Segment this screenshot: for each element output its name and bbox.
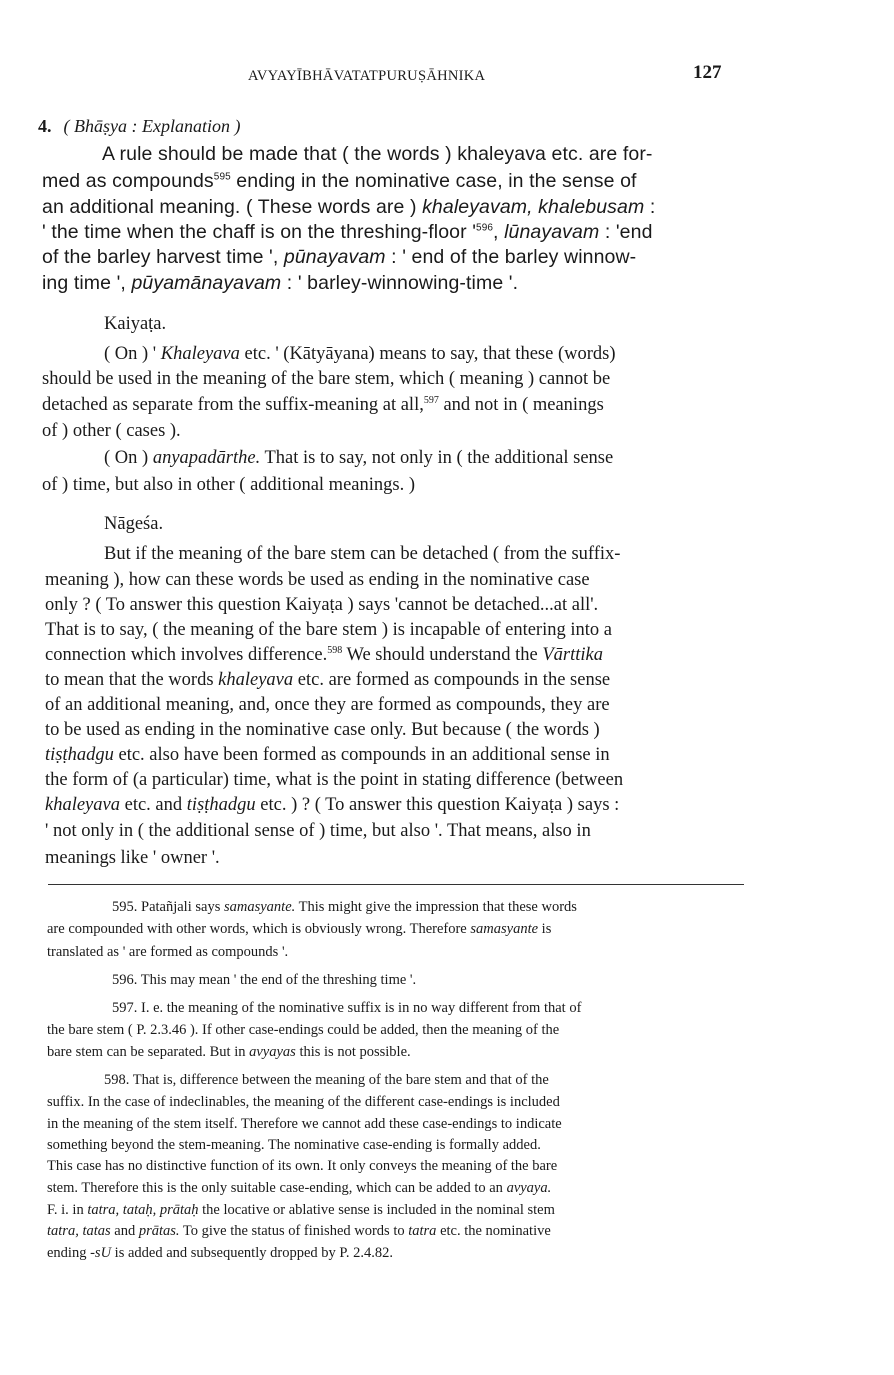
text-line: tiṣṭhadgu etc. also have been formed as compounds in an additional sense in — [45, 745, 610, 765]
page-number: 127 — [693, 62, 722, 83]
text-line: of ) time, but also in other ( additional meanings. ) — [42, 475, 415, 495]
text-line: ' not only in ( the additional sense of ) time, but also '. That means, also in — [45, 821, 591, 841]
footnote-line: stem. Therefore this is the only suitable case-ending, which can be added to an avyaya. — [47, 1180, 552, 1196]
text-line: only ? ( To answer this question Kaiyaṭa ) says 'cannot be detached...at all'. — [45, 595, 599, 615]
kaiyata-heading: Kaiyaṭa. — [104, 314, 167, 334]
text-line: an additional meaning. ( These words are ) khaleyavam, khalebusam : — [42, 196, 656, 218]
text-line: detached as separate from the suffix-meaning at all,$^{597}$ and not in ( meanings — [42, 394, 604, 415]
footnote-line: F. i. in tatra, tataḥ, prātaḥ the locative or ablative sense is included in the nominal stem — [47, 1202, 555, 1218]
footnote-line: the bare stem ( P. 2.3.46 ). If other case-endings could be added, then the meaning of the — [47, 1022, 560, 1038]
footnote-line: This case has no distinctive function of its own. It only conveys the meaning of the bare — [47, 1158, 558, 1174]
footnote-line: are compounded with other words, which is obviously wrong. Therefore samasyante is — [47, 921, 552, 937]
text-line: ( On ) anyapadārthe. That is to say, not only in ( the additional sense — [104, 448, 614, 468]
text-line: A rule should be made that ( the words ) khaleyava etc. are for- — [102, 143, 653, 165]
section-label — [38, 116, 240, 137]
text-line: ( On ) ' Khaleyava etc. ' (Kātyāyana) means to say, that these (words) — [104, 344, 616, 364]
text-line: should be used in the meaning of the bare stem, which ( meaning ) cannot be — [42, 369, 611, 389]
text-line: khaleyava etc. and tiṣṭhadgu etc. ) ? ( To answer this question Kaiyaṭa ) says : — [45, 795, 620, 815]
footnote-line: 598. That is, difference between the meaning of the bare stem and that of the — [104, 1072, 549, 1088]
footnote-line: in the meaning of the stem itself. Therefore we cannot add these case-endings to indicate — [47, 1116, 562, 1132]
text-line: of ) other ( cases ). — [42, 421, 181, 441]
footnote-line: tatra, tatas and prātas. To give the status of finished words to tatra etc. the nominative — [47, 1223, 551, 1239]
text-line: connection which involves difference.$^{598}$ We should understand the Vārttika — [45, 644, 603, 665]
footnote-line: something beyond the stem-meaning. The nominative case-ending is formally added. — [47, 1137, 541, 1153]
footnote-line: ending -sU is added and subsequently dropped by P. 2.4.82. — [47, 1245, 393, 1261]
footnote-line: 597. I. e. the meaning of the nominative suffix is in no way different from that of — [112, 1000, 582, 1016]
text-line: ing time ', pūyamānayavam : ' barley-winnowing-time '. — [42, 272, 519, 294]
footnote-divider — [48, 884, 744, 885]
text-line: ' the time when the chaff is on the threshing-floor '$^{596}$, lūnayavam : 'end — [42, 221, 653, 243]
section-title: ( Bhāṣya : Explanation ) — [63, 116, 241, 136]
text-line: But if the meaning of the bare stem can be detached ( from the suffix- — [104, 544, 621, 564]
footnote-line: suffix. In the case of indeclinables, the meaning of the different case-endings is included — [47, 1094, 560, 1110]
text-line: med as compounds$^{595}$ ending in the nominative case, in the sense of — [42, 170, 637, 192]
footnote-line: translated as ' are formed as compounds '. — [47, 944, 289, 960]
section-number: 4. — [38, 116, 52, 136]
text-line: That is to say, ( the meaning of the bare stem ) is incapable of entering into a — [45, 620, 612, 640]
text-line: of the barley harvest time ', pūnayavam : ' end of the barley winnow- — [42, 246, 637, 268]
text-line: of an additional meaning, and, once they are formed as compounds, they are — [45, 695, 610, 715]
footnote-line: bare stem can be separated. But in avyayas this is not possible. — [47, 1044, 411, 1060]
text-line: meaning ), how can these words be used as ending in the nominative case — [45, 570, 590, 590]
text-line: to be used as ending in the nominative case only. But because ( the words ) — [45, 720, 600, 740]
text-line: the form of (a particular) time, what is the point in stating difference (between — [45, 770, 624, 790]
text-line: to mean that the words khaleyava etc. are formed as compounds in the sense — [45, 670, 611, 690]
footnote-line: 596. This may mean ' the end of the threshing time '. — [112, 972, 417, 988]
text-line: meanings like ' owner '. — [45, 848, 220, 868]
running-header: AVYAYĪBHĀVATATPURUṢĀHNIKA — [248, 68, 486, 84]
nagesa-heading: Nāgeśa. — [104, 514, 164, 534]
footnote-line: 595. Patañjali says samasyante. This might give the impression that these words — [112, 899, 577, 915]
